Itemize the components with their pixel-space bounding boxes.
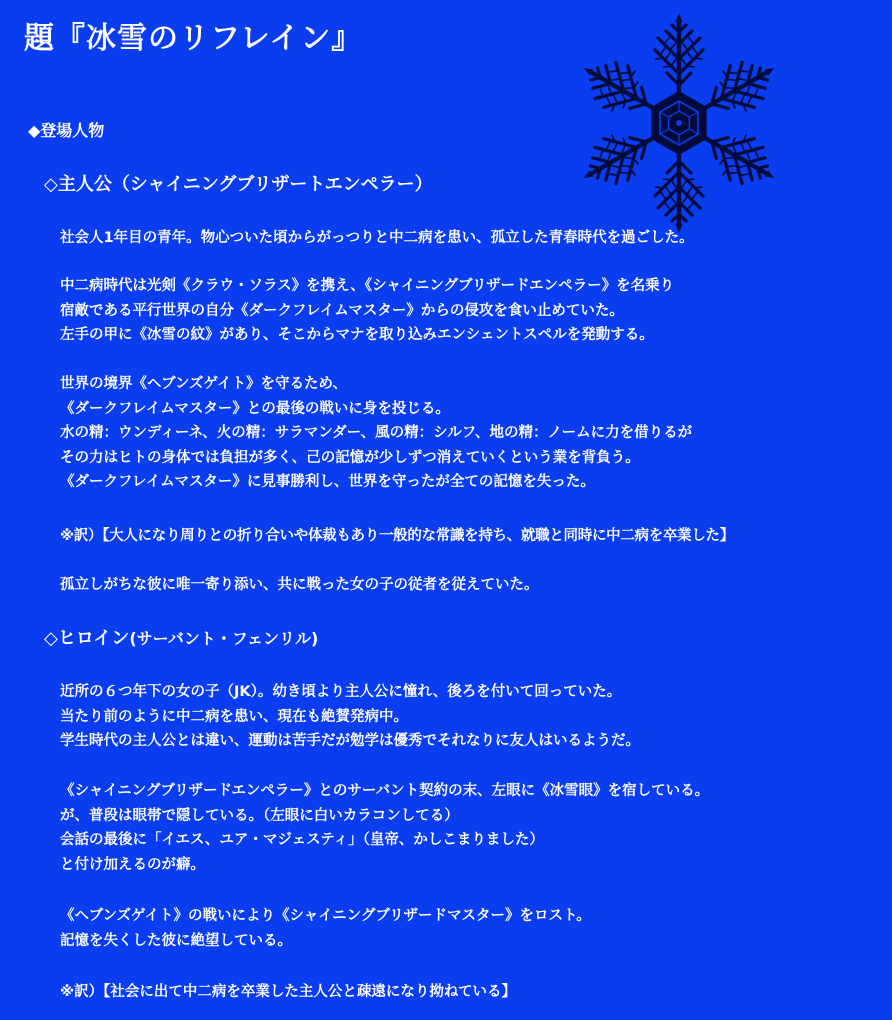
text-line: が、普段は眼帯で隠している。（左眼に白いカラコンしてる）: [60, 807, 459, 824]
text-line: 世界の境界《ヘブンズゲイト》を守るため、: [60, 376, 347, 392]
text-line: 学生時代の主人公とは違い、運動は苦手だが勉学は優秀でそれなりに友人はいるようだ。: [60, 733, 640, 749]
snowflake-icon: [566, 10, 792, 236]
heroine-heading-main: ◇ヒロイン: [44, 628, 130, 649]
text-line: 記憶を失くした彼に絶望している。: [60, 932, 292, 949]
heroine-paragraph: [60, 904, 591, 953]
protagonist-paragraph: [60, 573, 539, 598]
text-line: と付け加えるのが癖。: [60, 856, 205, 873]
text-line: 孤立しがちな彼に唯一寄り添い、共に戦った女の子の従者を従えていた。: [60, 577, 539, 593]
protagonist-paragraph: [60, 524, 734, 549]
heroine-heading: [44, 626, 318, 652]
protagonist-paragraph: [60, 372, 692, 495]
heroine-heading-paren: (サーバント・フェンリル): [129, 629, 319, 648]
heroine-paragraph: [60, 680, 640, 754]
text-line: その力はヒトの身体では負担が多く、己の記憶が少しずつ消えていくという業を背負う。: [60, 449, 640, 466]
text-line: 社会人1年目の青年。物心ついた頃からがっつりと中二病を患い、孤立した青春時代を過ごした。: [60, 230, 694, 246]
text-line: 《ダークフレイムマスター》との最後の戦いに身を投じる。: [60, 400, 450, 417]
text-line: 中二病時代は光剣《クラウ・ソラス》を携え、《シャイニングブリザードエンペラー》を名乗り: [60, 278, 675, 294]
protagonist-paragraph: [60, 226, 694, 251]
heroine-paragraph: [60, 980, 516, 1005]
text-line: ※訳）【社会に出て中二病を卒業した主人公と疎遠になり拗ねている】: [60, 984, 516, 1000]
text-line: 《ダークフレイムマスター》に見事勝利し、世界を守ったが全ての記憶を失った。: [60, 474, 595, 490]
text-line: 《ヘブンズゲイト》の戦いにより《シャイニングブリザードマスター》をロスト。: [60, 908, 591, 924]
heroine-paragraph: [60, 779, 709, 877]
protagonist-paragraph: [60, 274, 674, 348]
text-line: 宿敵である平行世界の自分《ダークフレイムマスター》からの侵攻を食い止めていた。: [60, 302, 624, 319]
text-line: 《シャイニングブリザードエンペラー》とのサーバント契約の末、左眼に《冰雪眼》を宿している。: [60, 783, 710, 799]
protagonist-heading: ◇主人公（シャイニングブリザートエンペラー）: [44, 174, 433, 195]
section-label: ◆登場人物: [28, 121, 105, 140]
text-line: 当たり前のように中二病を患い、現在も絶賛発病中。: [60, 708, 408, 725]
text-line: 左手の甲に《冰雪の紋》があり、そこからマナを取り込みエンシェントスペルを発動する。: [60, 327, 654, 343]
text-line: 水の精：ウンディーネ、火の精：サラマンダー、風の精：シルフ、地の精：ノームに力を借りるが: [60, 425, 693, 441]
text-line: 近所の６つ年下の女の子（JK）。幼き頃より主人公に憧れ、後ろを付いて回っていた。: [60, 684, 622, 700]
text-line: 会話の最後に「イエス、ユア・マジェスティ」（皇帝、かしこまりました）: [60, 832, 544, 848]
page-title: 題『冰雪のリフレイン』: [24, 21, 363, 56]
text-line: ※訳）【大人になり周りとの折り合いや体裁もあり一般的な常識を持ち、就職と同時に中二病を卒業した】: [60, 528, 734, 544]
